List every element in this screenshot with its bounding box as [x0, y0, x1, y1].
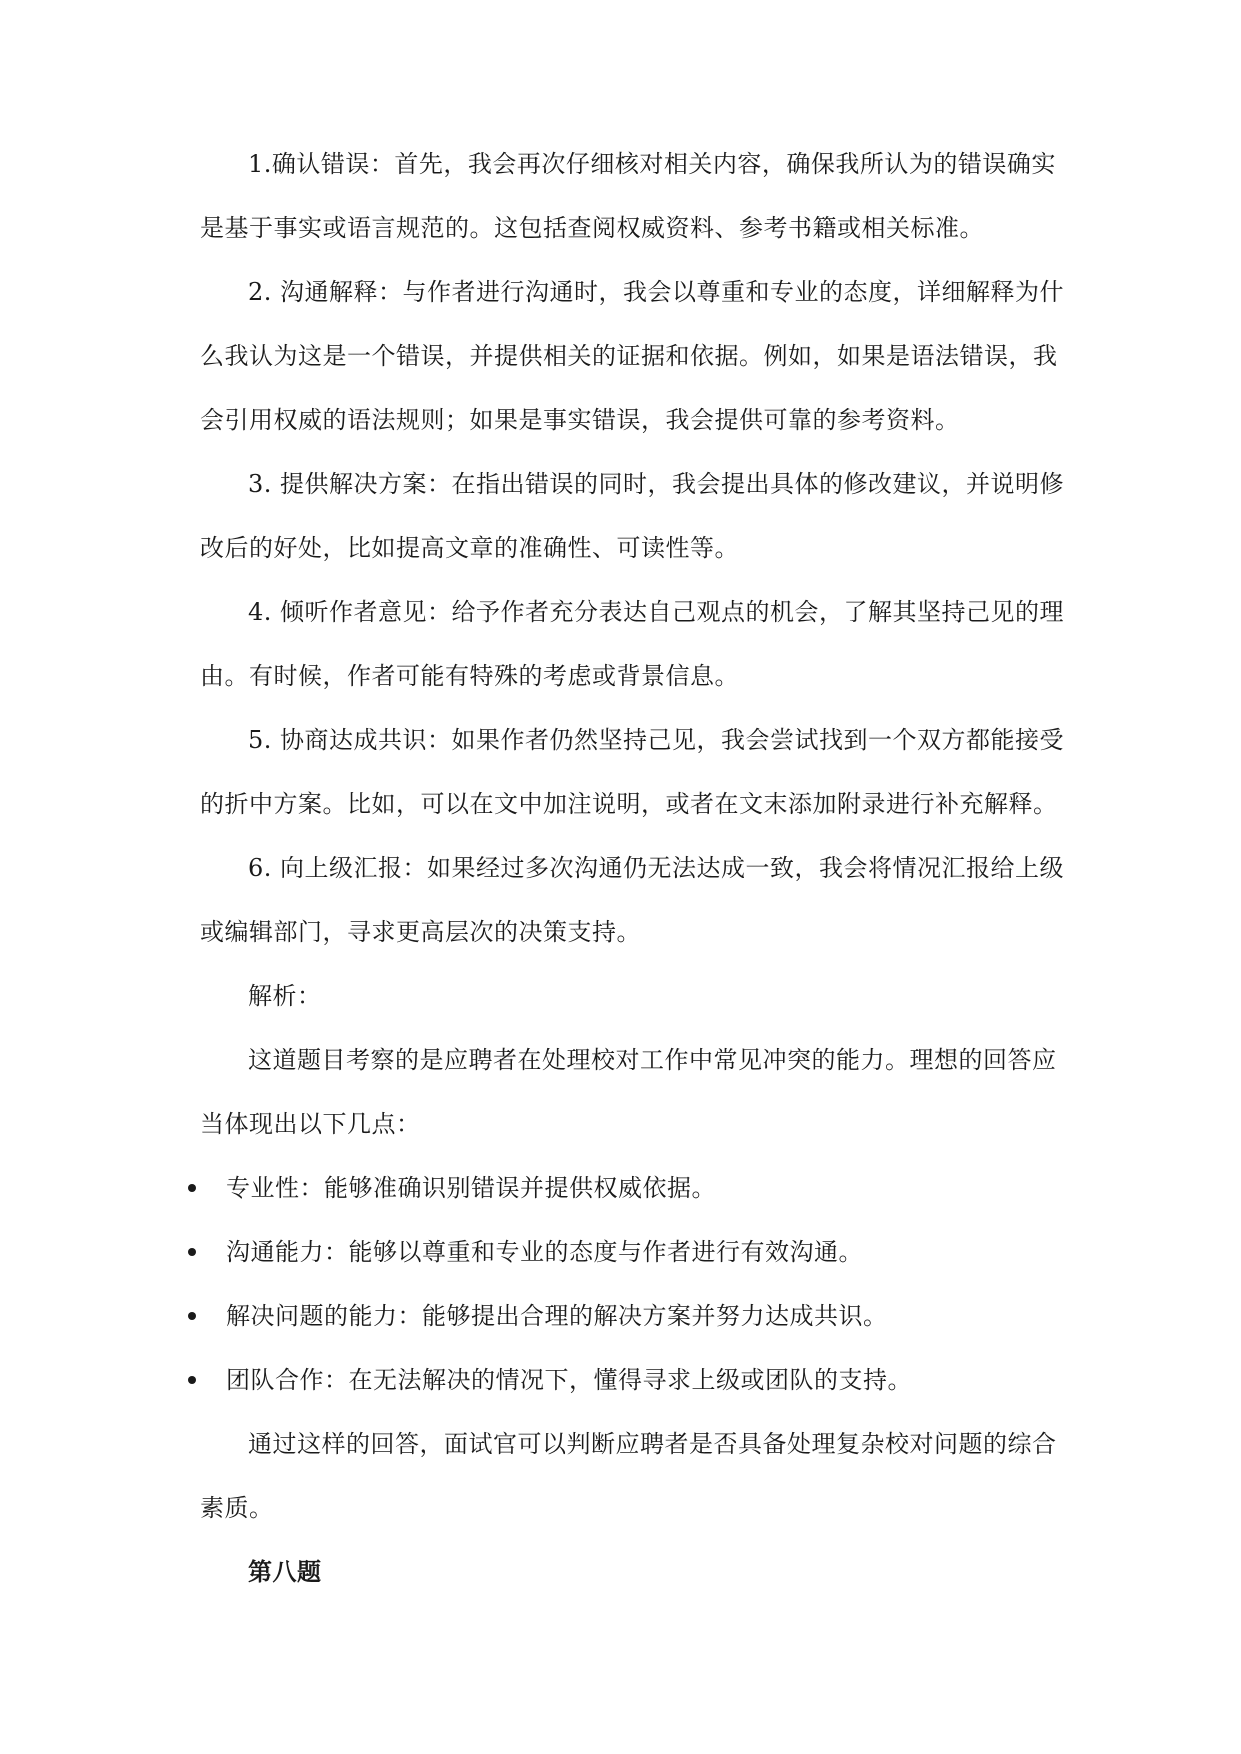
bullet-text: 团队合作：在无法解决的情况下，懂得寻求上级或团队的支持。 — [226, 1366, 912, 1394]
list-item — [200, 1156, 1080, 1220]
bullet-icon — [188, 1248, 196, 1256]
bullet-icon — [188, 1184, 196, 1192]
list-item — [200, 1348, 1080, 1412]
answer-step-4: 4. 倾听作者意见：给予作者充分表达自己观点的机会，了解其坚持己见的理由。有时候，作者可能有特殊的考虑或背景信息。 — [200, 598, 1065, 690]
analysis-label: 解析： — [248, 982, 322, 1010]
bullet-text: 解决问题的能力：能够提出合理的解决方案并努力达成共识。 — [226, 1302, 888, 1330]
answer-step-6: 6. 向上级汇报：如果经过多次沟通仍无法达成一致，我会将情况汇报给上级或编辑部门，寻求更高层次的决策支持。 — [200, 854, 1065, 946]
bullet-text: 沟通能力：能够以尊重和专业的态度与作者进行有效沟通。 — [226, 1238, 863, 1266]
document-body — [200, 132, 1080, 1604]
analysis-intro: 这道题目考察的是应聘者在处理校对工作中常见冲突的能力。理想的回答应当体现出以下几点： — [200, 1046, 1057, 1138]
list-item — [200, 1284, 1080, 1348]
conclusion-paragraph: 通过这样的回答，面试官可以判断应聘者是否具备处理复杂校对问题的综合素质。 — [200, 1430, 1057, 1522]
answer-step-3: 3. 提供解决方案：在指出错误的同时，我会提出具体的修改建议，并说明修改后的好处，比如提高文章的准确性、可读性等。 — [200, 470, 1065, 562]
answer-step-5: 5. 协商达成共识：如果作者仍然坚持己见，我会尝试找到一个双方都能接受的折中方案。比如，可以在文中加注说明，或者在文末添加附录进行补充解释。 — [200, 726, 1065, 818]
answer-step-2: 2. 沟通解释：与作者进行沟通时，我会以尊重和专业的态度，详细解释为什么我认为这是一个错误，并提供相关的证据和依据。例如，如果是语法错误，我会引用权威的语法规则；如果是事实错误，我会提供可靠的参考资料。 — [200, 278, 1065, 434]
answer-step-1: 1.确认错误：首先，我会再次仔细核对相关内容，确保我所认为的错误确实是基于事实或语言规范的。这包括查阅权威资料、参考书籍或相关标准。 — [200, 150, 1056, 242]
section-heading: 第八题 — [248, 1558, 322, 1586]
bullet-text: 专业性：能够准确识别错误并提供权威依据。 — [226, 1174, 716, 1202]
bullet-icon — [188, 1376, 196, 1384]
analysis-bullet-list — [200, 1156, 1080, 1412]
list-item — [200, 1220, 1080, 1284]
bullet-icon — [188, 1312, 196, 1320]
